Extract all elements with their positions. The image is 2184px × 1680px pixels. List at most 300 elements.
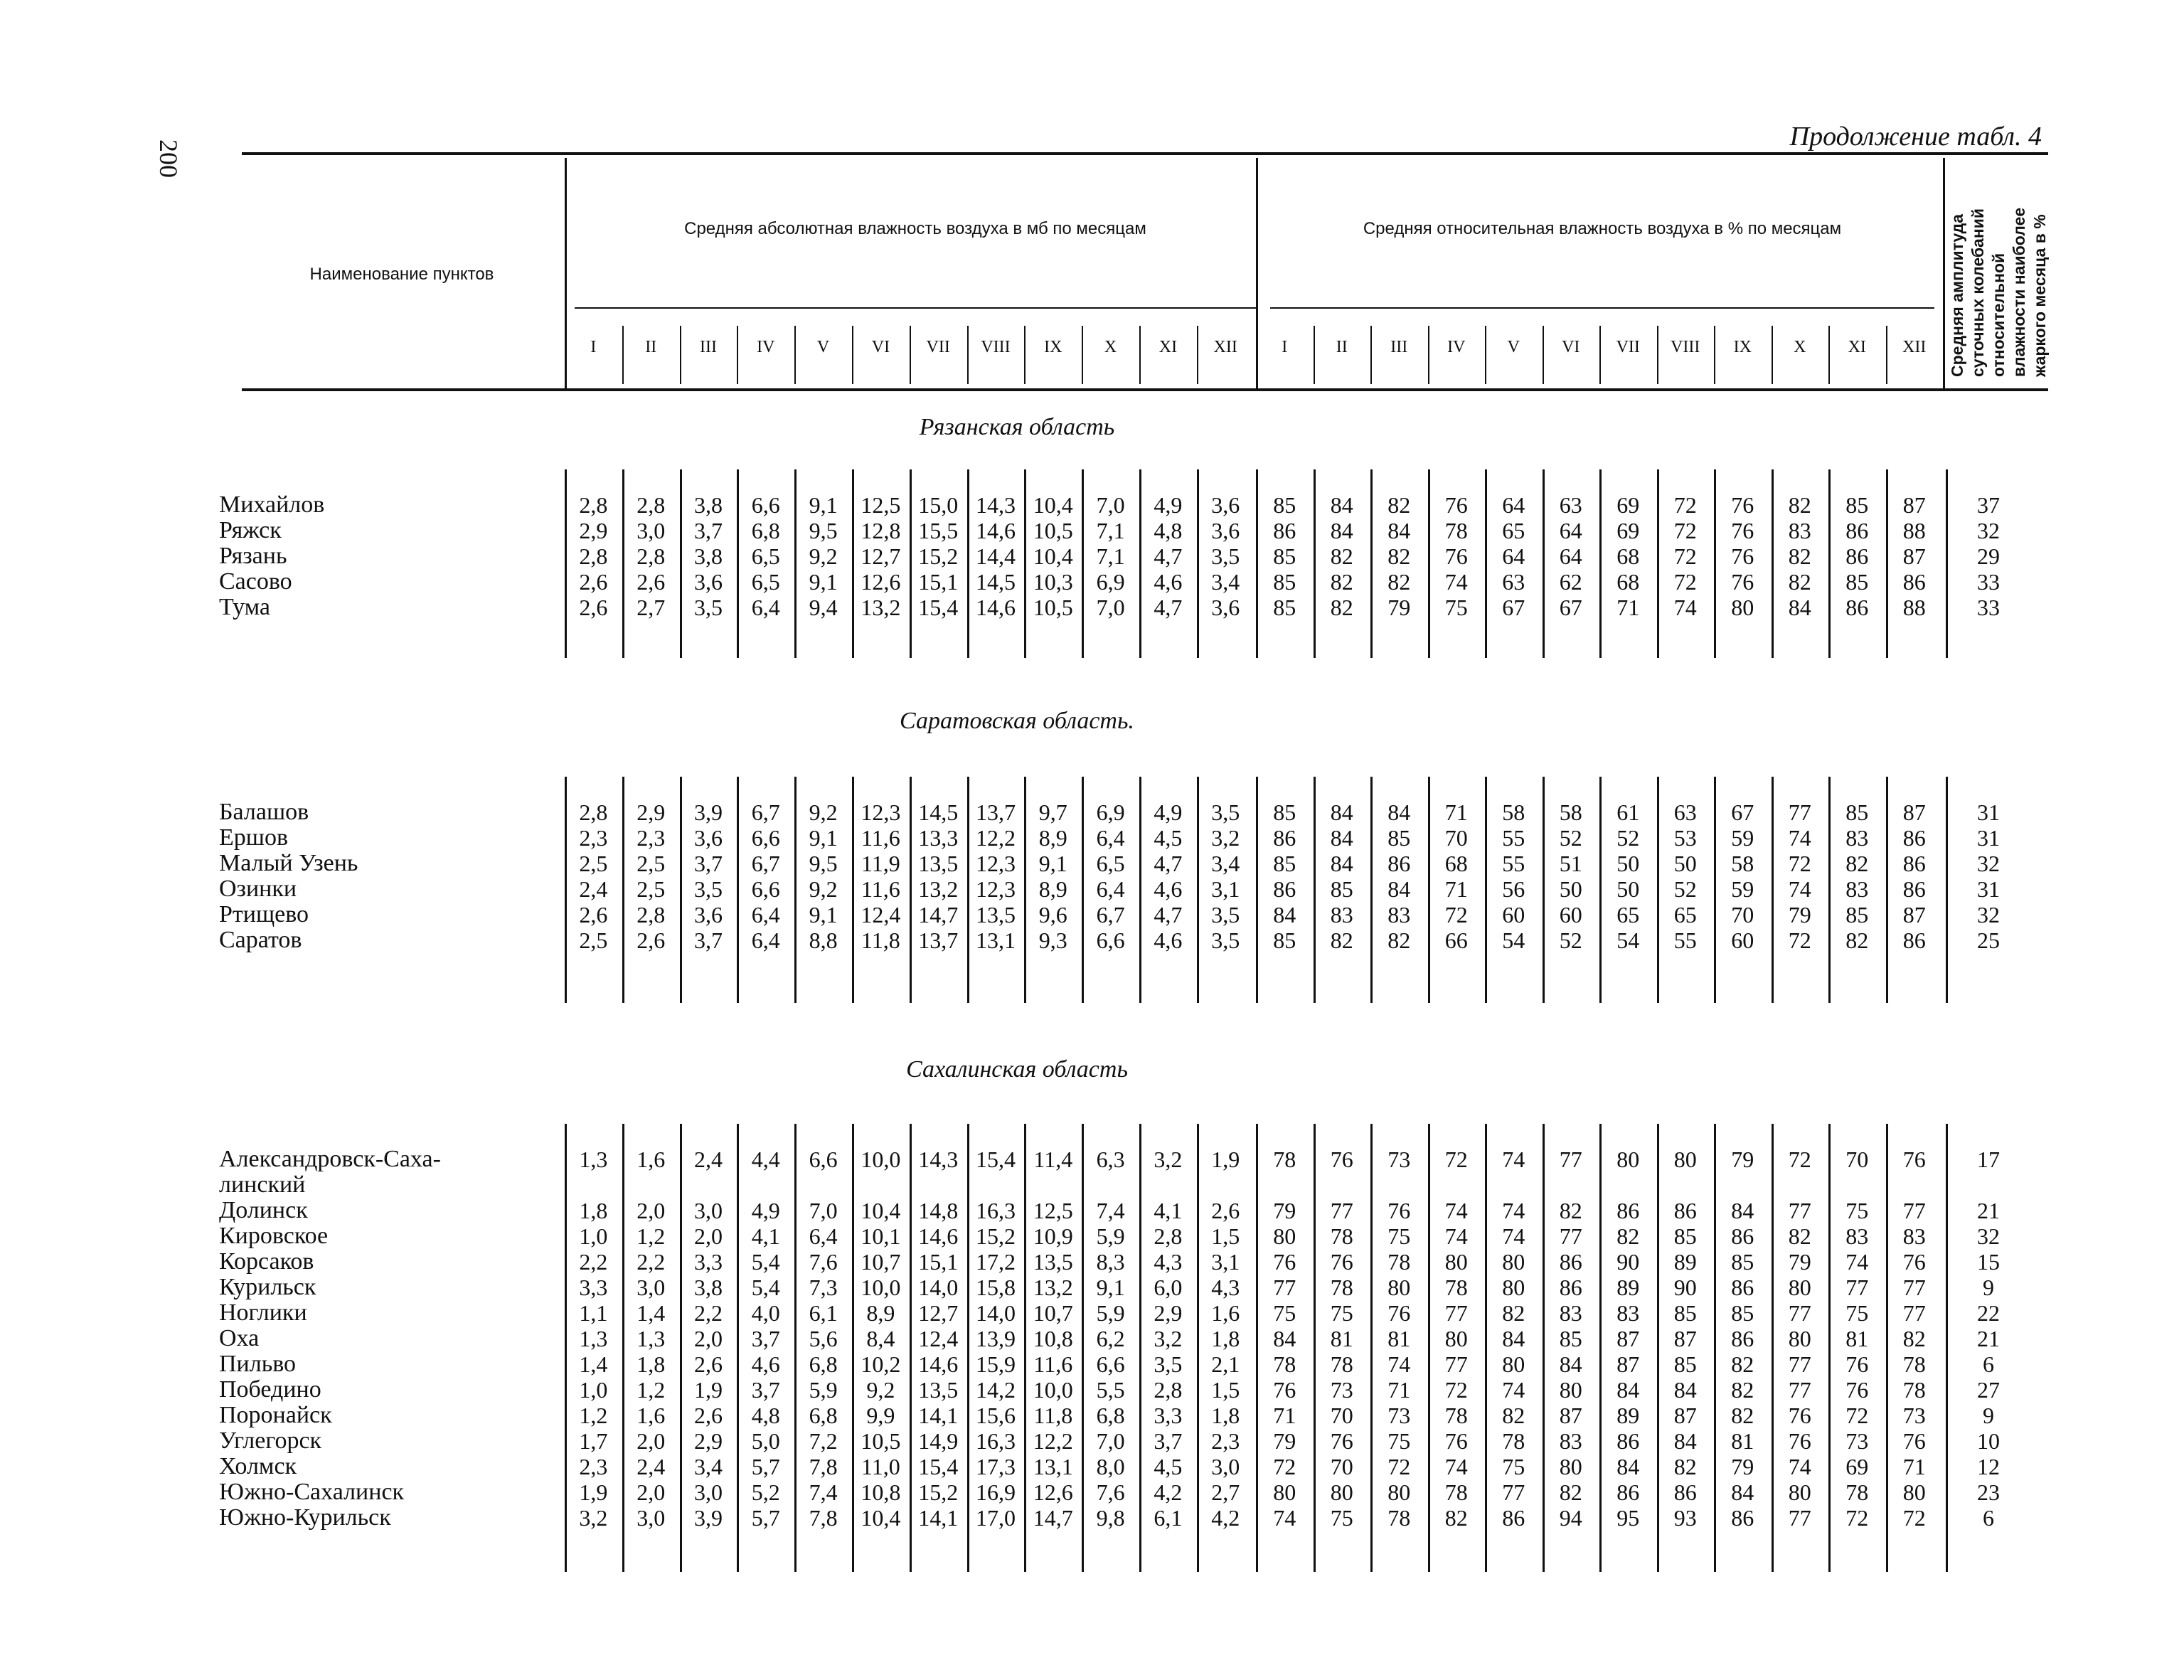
value-cell: 10,0 [1033,1377,1073,1403]
value-cell: 73 [1330,1377,1353,1403]
value-cell [1828,1172,1886,1198]
value-cell: 14,3 [975,492,1016,518]
value-cell: 6,6 [809,1147,838,1172]
month-header-divider [1485,326,1486,384]
value-cell: 60 [1731,927,1754,953]
value-cell: 82 [1788,492,1811,518]
abs-month-column [1082,492,1139,620]
station-name: Южно-Сахалинск [219,1479,405,1505]
value-cell: 2,9 [636,799,666,825]
value-cell: 78 [1273,1351,1296,1377]
value-cell: 3,6 [1211,518,1240,543]
value-cell: 3,5 [1211,543,1240,569]
amplitude-header: Средняя амплитуда суточных колебаний относительной влажности наиболее жаркого месяца в % [1948,207,2049,377]
abs-month-column [1139,799,1197,953]
value-cell: 87 [1673,1403,1697,1428]
column-divider [622,777,624,1003]
abs-month-column [1024,799,1082,953]
value-cell: 72 [1788,927,1811,953]
column-divider [1139,469,1141,658]
value-cell: 3,3 [693,1249,723,1275]
value-cell: 84 [1673,1428,1697,1454]
value-cell: 6,5 [751,569,780,595]
abs-month-column [852,492,910,620]
value-cell: 4,6 [1154,927,1183,953]
column-divider [1082,469,1084,658]
column-divider [1886,777,1888,1003]
value-cell: 78 [1387,1249,1411,1275]
value-cell: 75 [1387,1223,1411,1249]
value-cell: 86 [1616,1198,1640,1223]
column-divider [1024,777,1026,1003]
value-cell: 60 [1559,902,1582,927]
value-cell: 1,3 [636,1326,666,1351]
amplitude-column [1946,492,2031,620]
value-cell: 70 [1330,1403,1353,1428]
column-divider [1886,1124,1888,1572]
value-cell: 55 [1502,825,1525,851]
region-title: Сахалинская область [906,1056,1128,1083]
rel-month-column [1714,1147,1772,1531]
value-cell: 6,8 [1096,1403,1125,1428]
value-cell: 16,3 [975,1428,1016,1454]
value-cell: 15,1 [918,1249,959,1275]
value-cell: 82 [1788,569,1811,595]
value-cell: 6,6 [751,492,780,518]
column-divider [737,777,739,1003]
column-divider [622,1124,624,1572]
value-cell: 12,5 [861,492,901,518]
rel-month-column [1543,1147,1600,1531]
value-cell: 12,5 [1033,1198,1073,1223]
value-cell: 82 [1845,851,1869,876]
amplitude-value: 31 [1977,825,2000,851]
value-cell: 5,7 [751,1505,780,1531]
value-cell: 87 [1902,492,1926,518]
column-divider [1543,469,1545,658]
value-cell: 7,4 [1096,1198,1125,1223]
value-cell: 7,4 [809,1479,838,1505]
value-cell: 7,1 [1096,518,1125,543]
value-cell: 13,1 [1033,1454,1073,1479]
value-cell: 77 [1788,799,1811,825]
amplitude-value: 31 [1977,876,2000,902]
value-cell: 6,1 [1154,1505,1183,1531]
header-bottom-rule [242,388,2048,391]
column-divider [852,777,854,1003]
value-cell: 14,6 [975,518,1016,543]
value-cell: 81 [1387,1326,1411,1351]
value-cell [1139,1172,1197,1198]
value-cell: 70 [1845,1147,1869,1172]
value-cell: 1,7 [579,1428,608,1454]
value-cell: 86 [1902,876,1926,902]
value-cell: 72 [1673,518,1697,543]
month-header-divider [680,326,681,384]
month-header-divider [967,326,969,384]
value-cell: 83 [1559,1300,1582,1326]
abs-month-column [910,799,967,953]
value-cell: 2,0 [693,1223,723,1249]
value-cell: 13,2 [1033,1275,1073,1300]
value-cell: 84 [1387,799,1411,825]
value-cell: 64 [1502,492,1525,518]
month-header-abs-12: XII [1213,338,1237,356]
value-cell: 1,5 [1211,1377,1240,1403]
value-cell: 4,0 [751,1300,780,1326]
value-cell: 8,0 [1096,1454,1125,1479]
value-cell: 9,3 [1038,927,1067,953]
value-cell: 12,3 [975,876,1016,902]
value-cell: 80 [1616,1147,1640,1172]
month-header-divider [1772,326,1773,384]
column-divider [1599,469,1602,658]
abs-month-column [680,492,737,620]
amplitude-value: 21 [1977,1326,2000,1351]
value-cell: 85 [1731,1300,1754,1326]
month-header-rel-7: VII [1616,338,1640,356]
value-cell: 10,8 [861,1479,901,1505]
station-name: Рязань [219,543,287,569]
month-header-divider [1657,326,1658,384]
value-cell: 77 [1559,1223,1582,1249]
value-cell: 78 [1444,1403,1468,1428]
month-header-abs-5: V [816,338,830,356]
value-cell: 6,1 [809,1300,838,1326]
value-cell: 2,5 [579,927,608,953]
value-cell: 82 [1616,1223,1640,1249]
value-cell: 5,6 [809,1326,838,1351]
station-name: Тума [219,594,271,620]
value-cell: 82 [1444,1505,1468,1531]
value-cell: 78 [1502,1428,1525,1454]
amplitude-value: 32 [1977,1223,2000,1249]
value-cell: 83 [1559,1428,1582,1454]
value-cell: 52 [1559,927,1582,953]
value-cell: 74 [1788,1454,1811,1479]
value-cell: 86 [1902,825,1926,851]
rel-month-column [1828,799,1886,953]
value-cell: 10,3 [1033,569,1073,595]
value-cell: 6,7 [1096,902,1125,927]
value-cell: 3,5 [1211,902,1240,927]
abs-month-column [1082,799,1139,953]
value-cell: 83 [1845,1223,1869,1249]
value-cell: 15,2 [918,543,959,569]
station-name: Поронайск [219,1402,332,1428]
amplitude-value: 29 [1977,543,2000,569]
value-cell: 74 [1273,1505,1296,1531]
amplitude-value: 25 [1977,927,2000,953]
value-cell: 72 [1673,543,1697,569]
value-cell: 65 [1616,902,1640,927]
value-cell: 2,6 [636,927,666,953]
month-header-rel-5: V [1507,338,1520,356]
rel-humidity-header: Средняя относительная влажность воздуха в % по месяцам [1363,219,1842,238]
column-divider [967,1124,969,1572]
value-cell: 11,6 [1033,1351,1073,1377]
value-cell: 84 [1559,1351,1582,1377]
value-cell: 4,1 [1154,1198,1183,1223]
value-cell: 79 [1788,1249,1811,1275]
rel-month-column [1714,492,1772,620]
value-cell: 7,6 [1096,1479,1125,1505]
value-cell: 83 [1902,1223,1926,1249]
value-cell: 13,1 [975,927,1016,953]
value-cell [1370,1172,1428,1198]
value-cell: 56 [1502,876,1525,902]
column-divider [1657,1124,1659,1572]
value-cell: 14,5 [918,799,959,825]
column-divider [1314,777,1316,1003]
value-cell: 80 [1444,1249,1468,1275]
column-divider [1428,469,1430,658]
value-cell [737,1172,794,1198]
value-cell: 80 [1330,1479,1353,1505]
value-cell: 5,9 [1096,1223,1125,1249]
value-cell: 81 [1731,1428,1754,1454]
rel-month-column [1599,1147,1657,1531]
value-cell: 74 [1444,1223,1468,1249]
column-divider [1082,777,1084,1003]
month-header-abs-3: III [700,338,717,356]
value-cell: 82 [1673,1454,1697,1479]
value-cell [1024,1172,1082,1198]
value-cell: 13,5 [1033,1249,1073,1275]
value-cell: 3,6 [1211,492,1240,518]
month-header-divider [852,326,853,384]
value-cell: 87 [1616,1326,1640,1351]
value-cell: 8,9 [1038,876,1067,902]
value-cell: 10,7 [861,1249,901,1275]
value-cell: 13,5 [918,1377,959,1403]
value-cell: 86 [1502,1505,1525,1531]
value-cell: 89 [1616,1403,1640,1428]
value-cell: 76 [1444,492,1468,518]
station-name: Корсаков [219,1248,314,1275]
value-cell: 2,4 [693,1147,723,1172]
rel-month-column [1543,799,1600,953]
value-cell: 76 [1902,1147,1926,1172]
value-cell: 1,1 [579,1300,608,1326]
value-cell: 7,8 [809,1454,838,1479]
value-cell: 76 [1788,1428,1811,1454]
value-cell: 82 [1788,1223,1811,1249]
value-cell: 1,9 [1211,1147,1240,1172]
column-divider [1314,469,1316,658]
value-cell: 75 [1845,1198,1869,1223]
month-header-rel-10: X [1794,338,1806,356]
column-divider [910,469,912,658]
value-cell: 78 [1444,518,1468,543]
value-cell: 4,8 [751,1403,780,1428]
value-cell: 86 [1616,1479,1640,1505]
value-cell: 3,2 [1211,825,1240,851]
value-cell: 1,6 [636,1403,666,1428]
value-cell: 14,7 [1033,1505,1073,1531]
value-cell: 1,9 [693,1377,723,1403]
value-cell: 2,5 [636,876,666,902]
value-cell: 77 [1902,1275,1926,1300]
value-cell [1197,1172,1255,1198]
value-cell: 81 [1330,1326,1353,1351]
value-cell: 62 [1559,569,1582,595]
value-cell: 2,9 [579,518,608,543]
value-cell: 12,7 [861,543,901,569]
value-cell: 1,8 [1211,1403,1240,1428]
value-cell: 6,5 [751,543,780,569]
column-divider [1256,1124,1258,1572]
value-cell [1714,1172,1772,1198]
value-cell: 3,5 [1154,1351,1183,1377]
value-cell: 14,0 [975,1300,1016,1326]
month-header-divider [1886,326,1887,384]
value-cell: 77 [1902,1198,1926,1223]
value-cell: 9,2 [809,876,838,902]
month-header-abs-7: VII [926,338,950,356]
abs-month-column [910,492,967,620]
value-cell: 3,5 [693,876,723,902]
abs-month-column [622,799,680,953]
value-cell: 80 [1902,1479,1926,1505]
value-cell: 64 [1559,543,1582,569]
value-cell: 52 [1559,825,1582,851]
value-cell: 87 [1902,543,1926,569]
value-cell: 2,8 [1154,1223,1183,1249]
value-cell: 7,8 [809,1505,838,1531]
station-name: Малый Узень [219,850,358,876]
month-header-rel-9: IX [1733,338,1752,356]
value-cell: 12,6 [861,569,901,595]
value-cell: 90 [1673,1275,1697,1300]
abs-month-column [1139,492,1197,620]
amplitude-value: 23 [1977,1479,2000,1505]
value-cell: 4,7 [1154,902,1183,927]
month-header-abs-11: XI [1158,338,1178,356]
value-cell: 17,3 [975,1454,1016,1479]
value-cell: 1,5 [1211,1223,1240,1249]
abs-month-column [1197,492,1255,620]
value-cell: 82 [1731,1403,1754,1428]
value-cell: 82 [1330,595,1353,620]
month-header-rel-8: VIII [1671,338,1700,356]
value-cell: 58 [1731,851,1754,876]
station-name: Курильск [219,1274,316,1300]
value-cell: 74 [1444,1198,1468,1223]
value-cell [1657,1172,1715,1198]
rel-month-column [1886,492,1944,620]
value-cell: 80 [1387,1479,1411,1505]
month-header-divider [1197,326,1198,384]
rel-month-column [1886,799,1944,953]
value-cell: 85 [1845,492,1869,518]
rel-month-column [1428,492,1486,620]
value-cell: 9,2 [809,543,838,569]
value-cell: 83 [1387,902,1411,927]
value-cell: 1,0 [579,1377,608,1403]
value-cell: 4,5 [1154,1454,1183,1479]
value-cell: 78 [1444,1479,1468,1505]
rel-month-column [1314,1147,1371,1531]
value-cell: 74 [1788,825,1811,851]
value-cell: 4,9 [1154,492,1183,518]
value-cell: 54 [1502,927,1525,953]
value-cell: 7,1 [1096,543,1125,569]
value-cell: 76 [1387,1300,1411,1326]
rel-month-column [1370,799,1428,953]
value-cell: 82 [1559,1479,1582,1505]
value-cell: 76 [1330,1249,1353,1275]
value-cell: 75 [1387,1428,1411,1454]
value-cell: 1,2 [579,1403,608,1428]
month-header-divider [1139,326,1141,384]
value-cell: 60 [1502,902,1525,927]
value-cell: 13,5 [975,902,1016,927]
value-cell: 76 [1387,1198,1411,1223]
amplitude-value: 9 [1983,1403,1994,1428]
value-cell: 95 [1616,1505,1640,1531]
column-divider [1370,1124,1373,1572]
value-cell: 3,1 [1211,876,1240,902]
value-cell: 1,4 [636,1300,666,1326]
value-cell: 2,8 [579,492,608,518]
value-cell: 55 [1673,927,1697,953]
value-cell: 74 [1502,1147,1525,1172]
value-cell: 84 [1273,902,1296,927]
value-cell: 6,4 [1096,825,1125,851]
header-vline-3 [1943,158,1945,388]
value-cell: 80 [1788,1275,1811,1300]
value-cell: 71 [1387,1377,1411,1403]
month-header-rel-3: III [1390,338,1408,356]
abs-month-column [794,799,852,953]
value-cell: 1,0 [579,1223,608,1249]
value-cell: 69 [1616,492,1640,518]
value-cell: 84 [1387,518,1411,543]
value-cell: 2,0 [636,1479,666,1505]
value-cell: 82 [1330,927,1353,953]
value-cell [1543,1172,1600,1198]
value-cell: 3,7 [751,1377,780,1403]
value-cell: 6,8 [809,1351,838,1377]
value-cell: 12,4 [918,1326,959,1351]
value-cell: 12,3 [975,851,1016,876]
value-cell: 82 [1387,927,1411,953]
value-cell: 86 [1902,927,1926,953]
station-name: Южно-Курильск [219,1504,391,1531]
value-cell: 50 [1616,851,1640,876]
value-cell: 9,1 [1038,851,1067,876]
value-cell: 74 [1502,1223,1525,1249]
value-cell: 77 [1273,1275,1296,1300]
column-divider [680,1124,682,1572]
value-cell: 4,8 [1154,518,1183,543]
amplitude-value: 15 [1977,1249,2000,1275]
value-cell: 87 [1616,1351,1640,1377]
abs-month-column [794,1147,852,1531]
value-cell: 75 [1273,1300,1296,1326]
rel-month-column [1657,799,1715,953]
value-cell: 76 [1444,1428,1468,1454]
value-cell: 65 [1673,902,1697,927]
value-cell: 76 [1902,1249,1926,1275]
station-name: Михайлов [219,491,325,518]
value-cell: 1,3 [579,1326,608,1351]
rel-month-column [1314,799,1371,953]
month-header-divider [1370,326,1372,384]
column-divider [1485,469,1487,658]
rel-month-column [1370,492,1428,620]
